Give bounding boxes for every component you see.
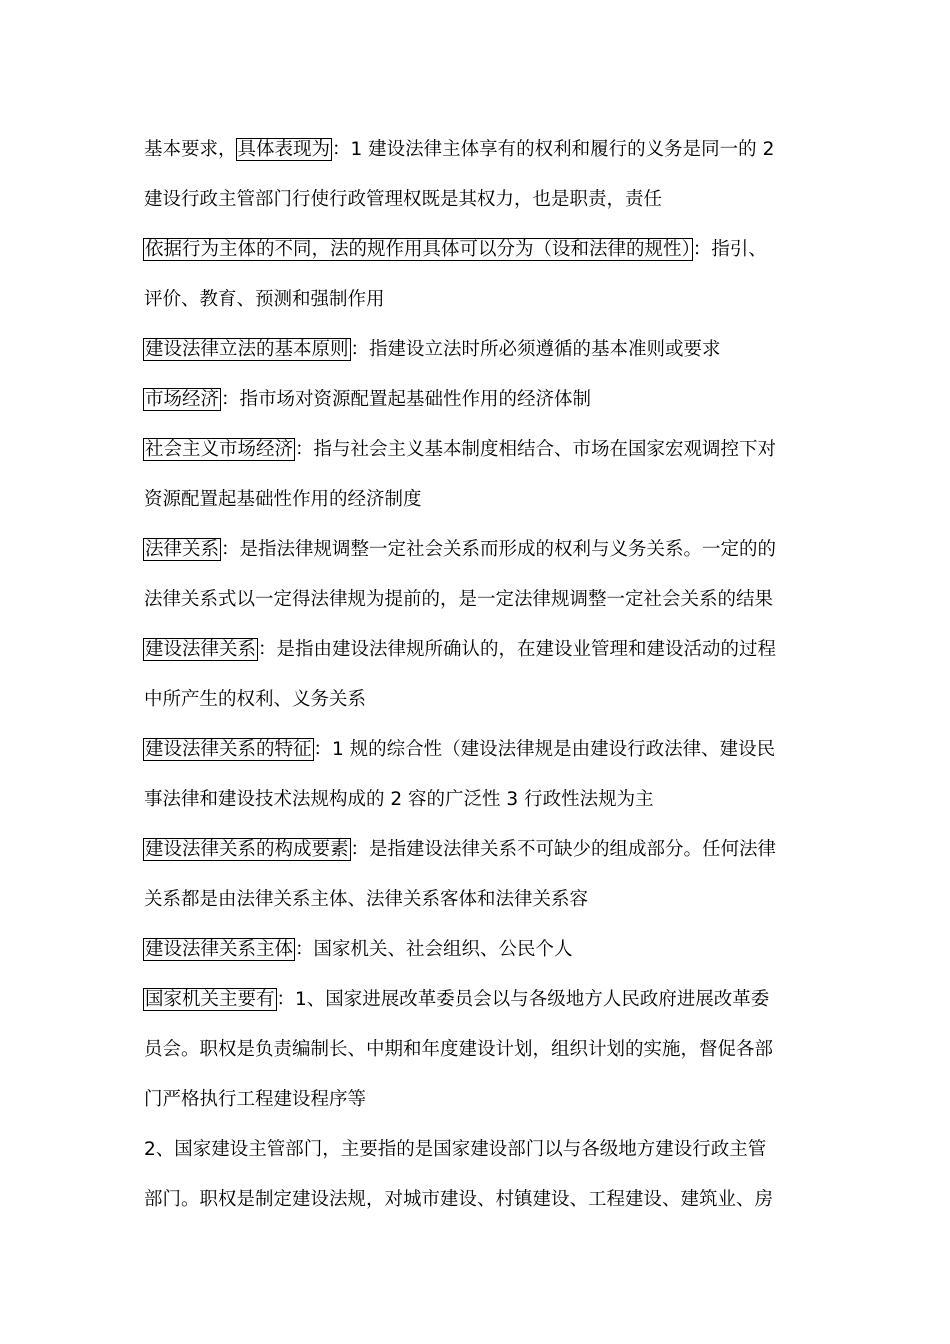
line-definition: ：1、国家进展改革委员会以与各级地方人民政府进展改革委 — [276, 989, 770, 1010]
boxed-term: 法律关系 — [145, 539, 220, 560]
line-definition: ：指建设立法时所必须遵循的基本准则或要求 — [350, 339, 721, 360]
line-definition: ：是指建设法律关系不可缺少的组成部分。任何法律 — [350, 839, 777, 860]
text-line — [144, 736, 814, 764]
text-line — [144, 1036, 814, 1064]
text-line — [144, 936, 814, 964]
boxed-term: 依据行为主体的不同，法的规作用具体可以分为（设和法律的规性） — [145, 239, 691, 260]
text-line — [144, 586, 814, 614]
text-line — [144, 1136, 814, 1164]
boxed-term: 建设法律关系的特征 — [145, 739, 312, 760]
text-line — [144, 986, 814, 1014]
line-text: 关系都是由法律关系主体、法律关系客体和法律关系容 — [144, 889, 589, 910]
text-line — [144, 386, 814, 414]
text-line — [144, 136, 814, 164]
text-line — [144, 636, 814, 664]
text-line — [144, 236, 814, 264]
boxed-term: 建设法律立法的基本原则 — [145, 339, 349, 360]
line-definition: ：指与社会主义基本制度相结合、市场在国家宏观调控下对 — [295, 439, 777, 460]
line-text: 部门。职权是制定建设法规，对城市建设、村镇建设、工程建设、建筑业、房 — [144, 1189, 774, 1210]
line-text: 建设行政主管部门行使行政管理权既是其权力，也是职责，责任 — [144, 189, 663, 210]
text-line — [144, 286, 814, 314]
text-line — [144, 836, 814, 864]
boxed-term: 具体表现为 — [237, 139, 331, 160]
text-line — [144, 686, 814, 714]
line-definition: ：国家机关、社会组织、公民个人 — [295, 939, 573, 960]
line-definition: ：是指法律规调整一定社会关系而形成的权利与义务关系。一定的的 — [221, 539, 777, 560]
line-definition: ：1 规的综合性（建设法律规是由建设行政法律、建设民 — [313, 739, 776, 760]
text-line — [144, 436, 814, 464]
boxed-term: 建设法律关系的构成要素 — [145, 839, 349, 860]
text-line — [144, 336, 814, 364]
line-text: 基本要求， — [144, 139, 237, 160]
text-line — [144, 1086, 814, 1114]
line-text: 事法律和建设技术法规构成的 2 容的广泛性 3 行政性法规为主 — [144, 789, 654, 810]
line-text: 资源配置起基础性作用的经济制度 — [144, 489, 422, 510]
boxed-term: 建设法律关系主体 — [145, 939, 294, 960]
line-text: 法律关系式以一定得法律规为提前的，是一定法律规调整一定社会关系的结果 — [144, 589, 774, 610]
line-definition: ：1 建设法律主体享有的权利和履行的义务是同一的 2 — [332, 139, 775, 160]
line-definition: ：指市场对资源配置起基础性作用的经济体制 — [221, 389, 592, 410]
line-text: 门严格执行工程建设程序等 — [144, 1089, 367, 1110]
line-definition: ：指引、 — [692, 239, 767, 260]
line-definition: ：是指由建设法律规所确认的，在建设业管理和建设活动的过程 — [258, 639, 777, 660]
text-line — [144, 886, 814, 914]
line-text: 2、国家建设主管部门，主要指的是国家建设部门以与各级地方建设行政主管 — [144, 1139, 767, 1160]
boxed-term: 建设法律关系 — [145, 639, 257, 660]
boxed-term: 社会主义市场经济 — [145, 439, 294, 460]
line-text: 评价、教育、预测和强制作用 — [144, 289, 385, 310]
text-line — [144, 786, 814, 814]
text-line — [144, 186, 814, 214]
text-line — [144, 486, 814, 514]
text-line — [144, 536, 814, 564]
text-line — [144, 1186, 814, 1214]
line-text: 中所产生的权利、义务关系 — [144, 689, 367, 710]
boxed-term: 国家机关主要有 — [145, 989, 275, 1010]
line-text: 员会。职权是负责编制长、中期和年度建设计划，组织计划的实施，督促各部 — [144, 1039, 774, 1060]
boxed-term: 市场经济 — [145, 389, 220, 410]
